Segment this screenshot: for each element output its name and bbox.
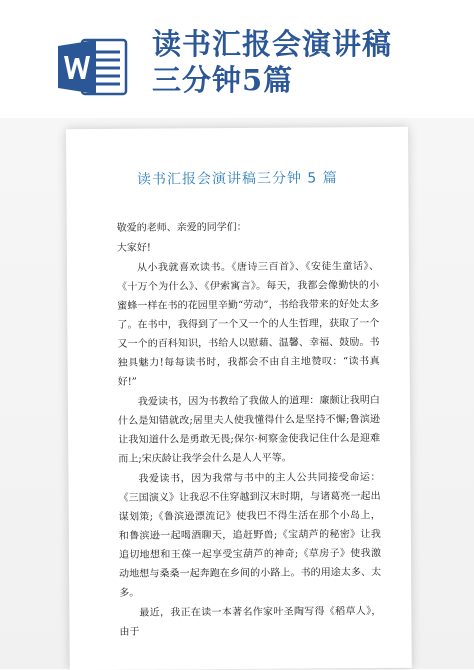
document-page	[66, 127, 412, 670]
document-body	[117, 217, 382, 643]
banner-title	[152, 26, 452, 98]
paragraph: 从小我就喜欢读书。《唐诗三百首》、《安徒生童话》、《十万个为什么》、《伊索寓言》。每天，我都会像勤快的小蜜蜂一样在书的花园里辛勤“劳动”，书给我带来的好处太多了。在书中，我得到了一个又一个的人生哲理，获取了一个又一个的百科知识，书给人以慰藉、温馨、幸福、鼓励。书独具魅力!每每读书时，我都会不由自主地赞叹：“读书真好!”	[117, 261, 380, 388]
salutation: 敬爱的老师、亲爱的同学们：	[116, 221, 247, 234]
banner-title-line2: 三分钟5篇	[152, 63, 294, 97]
paragraph: 我爱读书，因为我常与书中的主人公共同接受命运：《三国演义》让我忍不住穿越到汉末时期，与诸葛亮一起出谋划策;《鲁滨逊漂流记》使我巴不得生活在那个小岛上，和鲁滨逊一起喝酒聊天，追赶野兽;《宝葫芦的秘密》让我追切地想和王葆一起享受宝葫芦的神奇;《草房子》使我激动地想与桑桑一起奔跑在乡间的小路上。书的用途太多、太多。	[118, 472, 382, 599]
paragraph: 最近，我正在读一本著名作家叶圣陶写得《稻草人》，由于	[119, 606, 382, 638]
banner-title-line1: 读书汇报会演讲稿	[152, 27, 393, 61]
paragraph: 我爱读书，因为书教给了我做人的道理：廉颇让我明白什么是知错就改;居里夫人使我懂得什么是坚持不懈;鲁滨逊让我知道什么是勇敢无畏;保尔·柯察金使我记住什么是迎难而上;宋庆龄让我学会什么是人人平等。	[118, 395, 381, 465]
word-icon	[58, 38, 128, 96]
banner	[0, 0, 474, 118]
document-title: 读书汇报会演讲稿三分钟 5 篇	[136, 170, 338, 188]
greeting: 大家好!	[116, 242, 151, 254]
